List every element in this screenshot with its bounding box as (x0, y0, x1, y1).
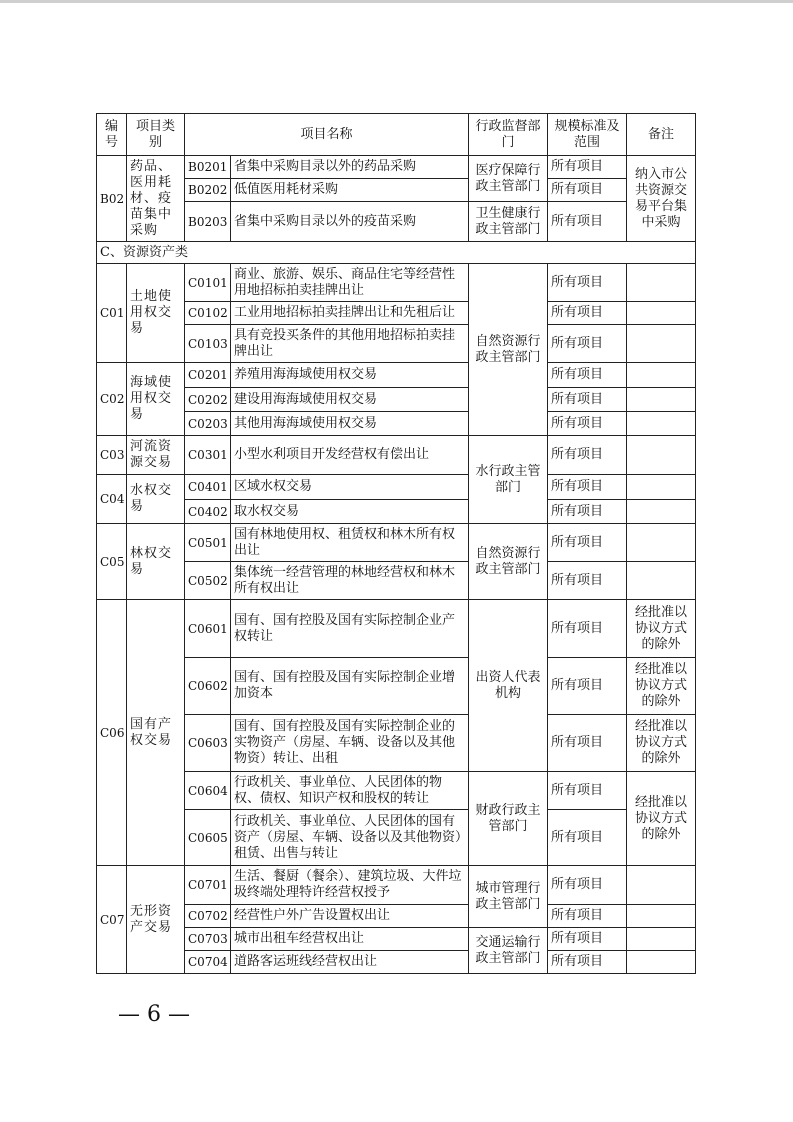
project-name: 区域水权交易 (231, 475, 469, 500)
table-row (97, 715, 696, 772)
note (627, 302, 696, 325)
note (627, 866, 696, 905)
scale: 所有项目 (548, 302, 627, 325)
table-row (97, 866, 696, 905)
project-code: C0301 (185, 436, 231, 475)
scale: 所有项目 (548, 179, 627, 202)
project-name: 低值医用耗材采购 (231, 179, 469, 202)
department: 交通运输行政主管部门 (469, 928, 548, 974)
note: 纳入市公共资源交易平台集中采购 (627, 156, 696, 242)
top-border-line (0, 0, 793, 3)
project-code: C0502 (185, 562, 231, 600)
category-name: 河流资源交易 (127, 436, 185, 475)
scale: 所有项目 (548, 810, 627, 866)
table-row (97, 363, 696, 388)
project-name: 省集中采购目录以外的药品采购 (231, 156, 469, 179)
scale: 所有项目 (548, 363, 627, 388)
project-name: 经营性户外广告设置权出让 (231, 905, 469, 928)
table-row (97, 500, 696, 524)
project-name: 生活、餐厨（餐余）、建筑垃圾、大件垃圾终端处理特许经营权授予 (231, 866, 469, 905)
scale: 所有项目 (548, 562, 627, 600)
project-name: 小型水利项目开发经营权有偿出让 (231, 436, 469, 475)
project-name: 集体统一经营管理的林地经营权和林木所有权出让 (231, 562, 469, 600)
category-code: C05 (97, 524, 127, 600)
header-note: 备注 (627, 114, 696, 156)
project-code: C0605 (185, 810, 231, 866)
project-code: C0201 (185, 363, 231, 388)
project-name: 国有、国有控股及国有实际控制企业的实物资产（房屋、车辆、设备以及其他物资）转让、出租 (231, 715, 469, 772)
project-code: C0102 (185, 302, 231, 325)
project-code: B0201 (185, 156, 231, 179)
project-name: 道路客运班线经营权出让 (231, 951, 469, 974)
page-number: — 6 — (118, 1002, 190, 1027)
note: 经批准以协议方式的除外 (627, 715, 696, 772)
note (627, 905, 696, 928)
department: 出资人代表机构 (469, 600, 548, 772)
scale: 所有项目 (548, 436, 627, 475)
table-row (97, 156, 696, 179)
project-name: 国有、国有控股及国有实际控制企业产权转让 (231, 600, 469, 658)
table-row (97, 562, 696, 600)
project-name: 其他用海海域使用权交易 (231, 412, 469, 436)
project-code: C0202 (185, 388, 231, 412)
project-code: C0701 (185, 866, 231, 905)
project-code: C0703 (185, 928, 231, 951)
category-code: C03 (97, 436, 127, 475)
project-code: C0604 (185, 772, 231, 810)
scale: 所有项目 (548, 524, 627, 562)
project-catalog-table (96, 113, 696, 974)
project-code: C0402 (185, 500, 231, 524)
project-code: C0704 (185, 951, 231, 974)
table-row (97, 264, 696, 302)
department: 自然资源行政主管部门 (469, 524, 548, 600)
note (627, 412, 696, 436)
project-name: 工业用地招标拍卖挂牌出让和先租后让 (231, 302, 469, 325)
table-row (97, 302, 696, 325)
header-row (97, 114, 696, 156)
category-name: 无形资产交易 (127, 866, 185, 974)
header-category: 项目类别 (127, 114, 185, 156)
scale: 所有项目 (548, 928, 627, 951)
note: 经批准以协议方式的除外 (627, 600, 696, 658)
table-row (97, 524, 696, 562)
table-row (97, 436, 696, 475)
header-scale: 规模标准及范围 (548, 114, 627, 156)
table-row (97, 600, 696, 658)
header-number: 编号 (97, 114, 127, 156)
scale: 所有项目 (548, 715, 627, 772)
scale: 所有项目 (548, 475, 627, 500)
project-code: C0601 (185, 600, 231, 658)
table-row (97, 325, 696, 363)
scale: 所有项目 (548, 951, 627, 974)
table-row (97, 475, 696, 500)
note (627, 951, 696, 974)
category-name: 土地使用权交易 (127, 264, 185, 363)
header-project-name: 项目名称 (185, 114, 469, 156)
table-row (97, 179, 696, 202)
scale: 所有项目 (548, 905, 627, 928)
scale: 所有项目 (548, 412, 627, 436)
project-code: B0203 (185, 202, 231, 242)
department: 自然资源行政主管部门 (469, 264, 548, 436)
project-name: 城市出租车经营权出让 (231, 928, 469, 951)
project-code: B0202 (185, 179, 231, 202)
note: 经批准以协议方式的除外 (627, 772, 696, 866)
scale: 所有项目 (548, 325, 627, 363)
department: 财政行政主管部门 (469, 772, 548, 866)
scale: 所有项目 (548, 600, 627, 658)
category-name: 水权交易 (127, 475, 185, 524)
category-name: 林权交易 (127, 524, 185, 600)
project-name: 行政机关、事业单位、人民团体的物权、债权、知识产权和股权的转让 (231, 772, 469, 810)
note (627, 928, 696, 951)
table-row (97, 202, 696, 242)
table-row (97, 810, 696, 866)
header-department: 行政监督部门 (469, 114, 548, 156)
category-code: C07 (97, 866, 127, 974)
category-code: C02 (97, 363, 127, 436)
note (627, 562, 696, 600)
project-code: C0203 (185, 412, 231, 436)
note (627, 264, 696, 302)
section-row (97, 242, 696, 264)
department: 水行政主管部门 (469, 436, 548, 524)
note (627, 500, 696, 524)
project-code: C0702 (185, 905, 231, 928)
table-row (97, 951, 696, 974)
scale: 所有项目 (548, 500, 627, 524)
note (627, 436, 696, 475)
project-name: 建设用海海域使用权交易 (231, 388, 469, 412)
project-code: C0401 (185, 475, 231, 500)
table-row (97, 905, 696, 928)
project-name: 具有竞投买条件的其他用地招标拍卖挂牌出让 (231, 325, 469, 363)
note: 经批准以协议方式的除外 (627, 658, 696, 715)
project-code: C0602 (185, 658, 231, 715)
table-row (97, 412, 696, 436)
project-name: 省集中采购目录以外的疫苗采购 (231, 202, 469, 242)
category-name: 海域使用权交易 (127, 363, 185, 436)
project-name: 取水权交易 (231, 500, 469, 524)
note (627, 388, 696, 412)
scale: 所有项目 (548, 156, 627, 179)
note (627, 475, 696, 500)
scale: 所有项目 (548, 866, 627, 905)
project-name: 养殖用海海域使用权交易 (231, 363, 469, 388)
project-name: 国有林地使用权、租赁权和林木所有权出让 (231, 524, 469, 562)
project-code: C0501 (185, 524, 231, 562)
project-code: C0101 (185, 264, 231, 302)
scale: 所有项目 (548, 388, 627, 412)
table-row (97, 772, 696, 810)
scale: 所有项目 (548, 658, 627, 715)
scale: 所有项目 (548, 264, 627, 302)
table-row (97, 658, 696, 715)
table-row (97, 928, 696, 951)
category-code: B02 (97, 156, 127, 242)
scale: 所有项目 (548, 202, 627, 242)
project-code: C0103 (185, 325, 231, 363)
category-code: C06 (97, 600, 127, 866)
note (627, 325, 696, 363)
note (627, 524, 696, 562)
project-name: 商业、旅游、娱乐、商品住宅等经营性用地招标拍卖挂牌出让 (231, 264, 469, 302)
table-row (97, 388, 696, 412)
project-code: C0603 (185, 715, 231, 772)
category-name: 药品、医用耗材、疫苗集中采购 (127, 156, 185, 242)
department: 卫生健康行政主管部门 (469, 202, 548, 242)
department: 医疗保障行政主管部门 (469, 156, 548, 202)
department: 城市管理行政主管部门 (469, 866, 548, 928)
scale: 所有项目 (548, 772, 627, 810)
project-name: 国有、国有控股及国有实际控制企业增加资本 (231, 658, 469, 715)
section-title: C、资源资产类 (97, 242, 696, 264)
project-name: 行政机关、事业单位、人民团体的国有资产（房屋、车辆、设备以及其他物资）租赁、出售与转让 (231, 810, 469, 866)
category-name: 国有产权交易 (127, 600, 185, 866)
category-code: C01 (97, 264, 127, 363)
category-code: C04 (97, 475, 127, 524)
note (627, 363, 696, 388)
